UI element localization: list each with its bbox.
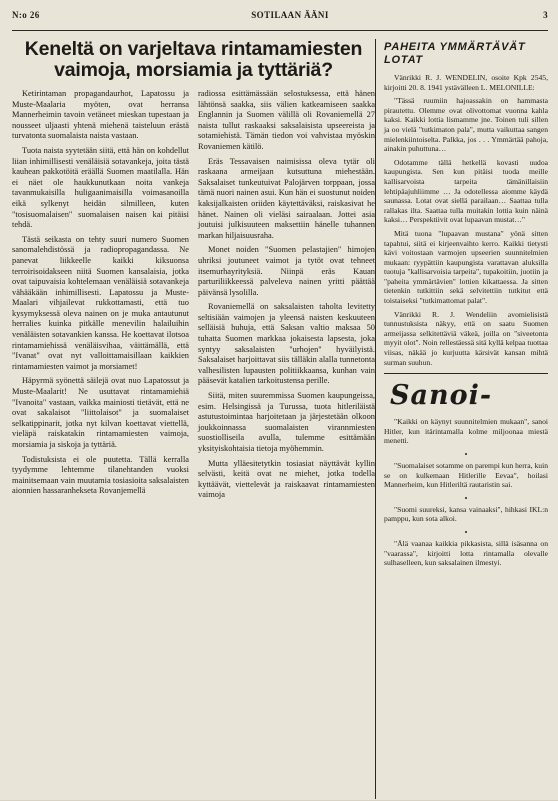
article-paragraph: Monet noiden "Suomen pelastajien" himojen uhriksi joutuneet vaimot ja tytöt ovat tehneet itsemurhayrityksiä. Niinpä eräs Kauan parturiliikkeessä palveleva nainen yritti päättää päivänsä lysolilla. bbox=[198, 245, 375, 297]
article-paragraph: radiossa esittämässään selostuksessa, että hänen lähtönsä saakka, siis välien katkeamiseen saakka Englannin ja Suomen välillä oli Rovaniemellä 27 naista tullut raskaaksi saksalaisista upseereista ja sotamiehistä. Tämän tiedon voi vahvistaa myöskin Rovaniemen kätilö. bbox=[198, 89, 375, 151]
article-headline: Keneltä on varjeltava rintamamiesten vaimoja, morsiamia ja tyttäriä? bbox=[24, 38, 363, 81]
article-column-1 bbox=[12, 89, 189, 505]
separator-dot: • bbox=[464, 450, 468, 459]
sanoi-heading: Sanoi- bbox=[390, 380, 493, 412]
article-paragraph: Todistuksista ei ole puutetta. Tällä kerralla tyydymme lehtemme tilanehtanden vuoksi mainitsemaan vain muutamia tosiasioita saksalaisten aionnien hassaranhekseta Rovanjemellä bbox=[12, 454, 189, 496]
article-column-2 bbox=[198, 89, 375, 505]
sanoi-quote: "Älä vaanaa kaikkia pikkasista, sillä isäsanna on "vaarassa", kirjoitti lotta rintamalla olevalle sulhaselleen, kun saksalainen ilmestyi. bbox=[384, 538, 548, 568]
issue-number: N:o 26 bbox=[12, 10, 40, 20]
article-paragraph: Siitä, miten suuremmissa Suomen kaupungeissa, esim. Helsingissä ja Turussa, tuota hitleriläistä astutustoimintaa harjoitetaan ja järjestetään olkoon joukkoinnassa suomalaisten virannmiesten suostiolliseila avulla, tulemme esittämään yksityiskohtaisia tietoja myöhemmin. bbox=[198, 391, 375, 453]
page-header bbox=[12, 0, 548, 31]
section-rule bbox=[384, 373, 548, 374]
article-paragraph: Rovaniemellä on saksalaisten taholta levitetty seltisiään vaimojen ja yleensä naisten keskuuteen selläisiä huhuja, että Saksan valtio maksaa 50 tuhatta Suomen markkaa jokaisesta lapsesta, joka syntyy saksalaisten "urhojen" hyväilyistä. Saksalaiset harjoittavat siis tälläkin alalla tunnetonta valhesilisten lupausten politiikkaansa, kunhan vain pääsevät katalien tarkoitustensa perille. bbox=[198, 302, 375, 386]
sidebar-title: PAHEITA YMMÄRTÄVÄT LOTAT bbox=[384, 41, 526, 66]
paper-name: SOTILAAN ÄÄNI bbox=[251, 10, 329, 20]
article-paragraph: Mutta ylläesitetytkin tosiasiat näyttävät kyllin selvästi, keitä ovat ne miehet, jotka todella kyttäävät, viettelevät ja raiskaavat rintamamiesten vaimoja bbox=[198, 458, 375, 500]
article-paragraph: Ketirintaman propagandaurhot, Lapatossu ja Muste-Maalaria myöten, ovat herransa Mannerheimin tavoin vetäneet mieskan tupestaan ja nousseet uljaasti yhtenä miehenä taisteluun erästä turvatonta suomalaista naista vastaan. bbox=[12, 89, 189, 141]
sidebar-paragraph: Vänrikki R. J. Wendeliin avomielisistä tunnustuksista näkyy, että on saatu Suomen armeijassa selkitettäviä väkeä, joilla on "siveetonta myyit olot". Noin rellestäessä sitä kyllä kelpaa tuottaa viisas, näkää jo kurjuutta kärsivät kansan mihtä surman suuhun. bbox=[384, 309, 548, 367]
main-article bbox=[12, 31, 375, 801]
sanoi-quote: "Kaikki on käynyt suunnitelmien mukaan", sanoi Hitler, kun itärintamalla kolme miljoonaa miestä menetti. bbox=[384, 417, 548, 446]
sidebar-paragraph: "Tässä ruumiin hajoassakin on hammasta pirautettu. Olemme ovat olivottomat vuonna kahla kaksi. Kaikki lottia lismamme jne. Toinen tuli sillen ja oo vielä "tutkimaton pala", mutta vaikuttaa sangen mielenkiintoiselta. Palkka, jos . . . Ymmärtää pahoja, ainakin puhuttuna… bbox=[384, 96, 548, 154]
sanoi-quote: "Suomi suureksi, kansa vainaaksi", hihkasi IKL:n pamppu, kun sota alkoi. bbox=[384, 504, 548, 524]
separator-dot: • bbox=[464, 493, 468, 503]
sidebar-paragraph: Odotamme tällä hetkellä kovasti uudoa kaupungista. Sen kun pitäisi tuoda meille kallisarvoista tarpeita tämänillaisiin lehtipäajuhliimme … Ja odotellessa aiomme käydä saunassa. Lotat ovat siellä parailaan… Saattaa tulla rallakas ilta. Saattaa tulla muitakin lottia kuin näinä kaksi… Perspektiivit ovat lupaavan mustat…" bbox=[384, 157, 548, 225]
sidebar-column bbox=[376, 31, 548, 801]
article-paragraph: Tästä seikasta on tehty suuri numero Suomen sanomalehdistössä ja radiopropagandassa. Ne panevat liikkeelle kaikki kiksuonsa terroirisoidakseen niitä Suomen kansalaisia, jotka ovat taipuvaisia kohtelemaan venäläisiä sotavankeja vähääkään inhimillisesti. Lapatossu ja Muste-Maalari vihjailevat rukkottamasti, että tuo kysymyksessä oleva nainen on je muka antautunut herralies kuinka pitkälle menevilin halailuihin venäläisten sotavankien kanssa. He koettavat ilotsoa rintamamiehissä venäläisvihaa, väittämällä, että "Ivanat" ovat nyt valloittamaisillaan kaikkien rintamamiesten vaimot ja morsiamet! bbox=[12, 234, 189, 371]
sidebar-paragraph: Vänrikki R. J. WENDELIN, osoite Kpk 2545, kirjoitti 20. 8. 1941 ystävälleen L. MELONILLE: bbox=[384, 73, 548, 92]
separator-dot: • bbox=[464, 527, 468, 537]
article-paragraph: Häpyrmä syönettä säilejä ovat nuo Lapatossut ja Muste-Maalarit! Ne usuttavat rintamamiehiä "Ivanoita" vastaan, vaikka mainiosti tietävät, että ne ovat sakalaisot "liittolaisot" ja suomalaiset selkatippinarit, jotka nyt kilvan koettavat viettellä, vieläpä raiskatakin rintamamiesten vaimoja, morsiamia ja siskoja ja tyttäriä. bbox=[12, 376, 189, 449]
article-paragraph: Eräs Tessavaisen naimisissa oleva tytär oli raskaana armeijaan kutsuttuna miehestään. Saksalaiset tunkeutuivat Palojärven torppaan, jossa tämä nuori nainen asui. Kun hän ei suostunut noiden kaksijalkaisten oriiden käytettäväksi, raiskasivat he hänet. Nainen oli vieläsi sairaalaan. Jottei asia joutuisi julkisuuteen maksettiin hänelle tuhannen markan hiljaisuusraha. bbox=[198, 156, 375, 240]
sidebar-paragraph: Mitä tuona "lupaavan mustana" yönä sitten tapahtui, siitä ei kirjeenvaihto kerro. Kaikki tietysti kävi voitostaan varmojen upseerien suunnitelmien mukaan: ryypättiin kaupungista varattavan aluksilla tuotuja "kallisarvoisia tarpeita", tupakoitiin, juotiin ja "paheita ymmärtävien" lottien kikattaessa. Ja sitten tietenkin tutkittiin sekä selvitettiin tutkitut että toistaiseksi "tutkimattomat palat". bbox=[384, 228, 548, 306]
page-number: 3 bbox=[543, 10, 548, 20]
sanoi-quote: "Suomalaiset sotamme on parempi kun herra, kuin se on kulkemaan Hitlerille Eevaa", hoilasi Mannerheim, kun Hitleriltä rautaristin sai. bbox=[384, 461, 548, 490]
article-paragraph: Tuota naista syytetään siitä, että hän on kohdellut liian inhimillisesti venäläisiä sotavankeja, joita tästä kauhean pakkotöitä eräällä Suomen maatilalla. Hän ei näet ole haukkunutkaan noita vankeja tavanmukaisilla huligaanimaisilla voimasanoilla eikä sylkenyt heidän silmilleen, kuten "tosisuomalaisen" suomalaisen naisen kai pitäisi tehdä. bbox=[12, 145, 189, 230]
